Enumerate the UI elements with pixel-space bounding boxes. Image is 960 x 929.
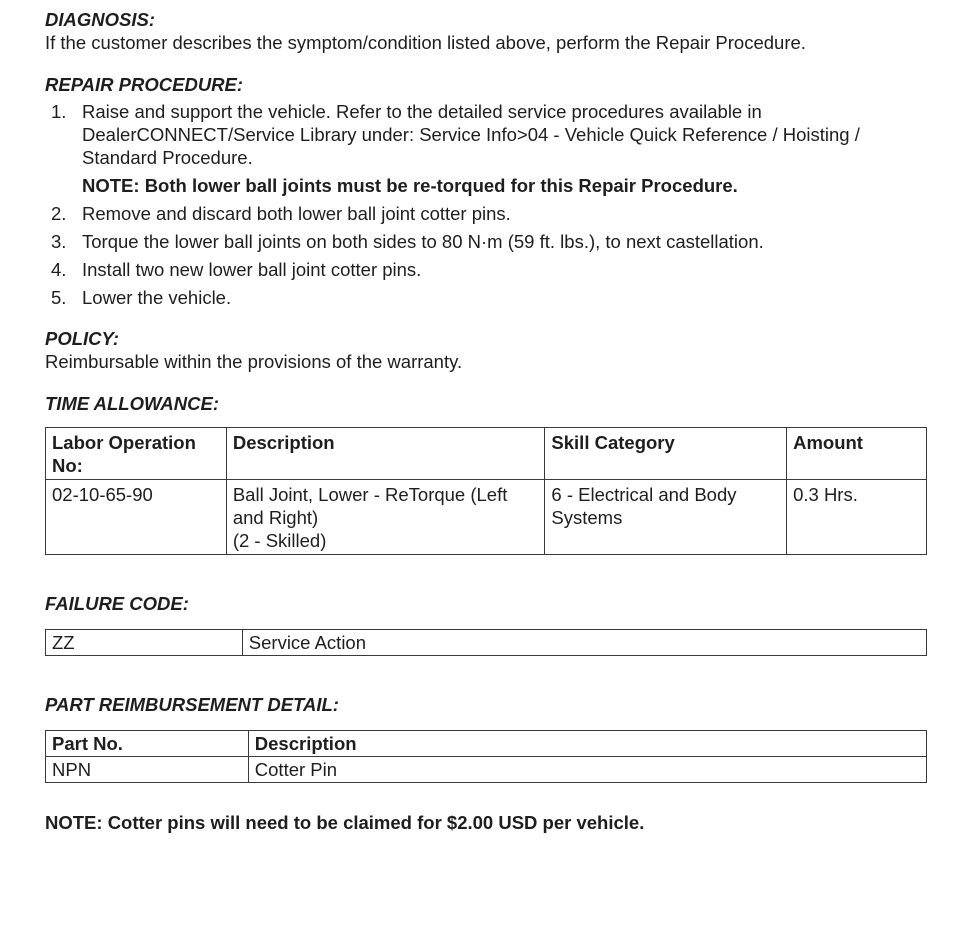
diagnosis-text: If the customer describes the symptom/condition listed above, perform the Repair Procedure. [45,32,806,53]
column-header-amount: Amount [787,428,927,480]
part-reimbursement-table [45,730,927,783]
cotter-pin-claim-note: NOTE: Cotter pins will need to be claimed for $2.00 USD per vehicle. [45,812,645,833]
amount-cell: 0.3 Hrs. [787,480,927,555]
step-number: 3. [51,231,67,252]
table-header-row [46,731,927,757]
step-number: 1. [51,101,67,122]
description-cell [226,480,545,555]
part-description-cell: Cotter Pin [248,757,926,783]
description-skill-line: (2 - Skilled) [232,530,327,551]
labor-op-cell: 02-10-65-90 [46,480,227,555]
column-header-part-description: Description [248,731,926,757]
table-row [46,630,927,656]
repair-step [45,100,927,169]
time-allowance-table [45,427,927,555]
repair-step [45,286,927,309]
failure-code-table [45,629,927,656]
step-text: Lower the vehicle. [82,287,232,308]
skill-cell: 6 - Electrical and Body Systems [545,480,787,555]
step-text: Raise and support the vehicle. Refer to the detailed service procedures available in DealerCONNECT/Service Library under: Service Info>04 - Vehicle Quick Reference / Hoisting / Standard Procedure. [82,101,860,168]
step-number: 5. [51,287,67,308]
table-row [46,480,927,555]
step-text: Install two new lower ball joint cotter pins. [82,259,422,280]
document-page [45,8,927,834]
failure-description-cell: Service Action [242,630,926,656]
table-header-row [46,428,927,480]
part-reimbursement-heading: PART REIMBURSEMENT DETAIL: [45,694,339,715]
column-header-skill: Skill Category [545,428,787,480]
step-text: Torque the lower ball joints on both sides to 80 N·m (59 ft. lbs.), to next castellation. [82,231,764,252]
description-line: Ball Joint, Lower - ReTorque (Left and Right) [232,484,508,528]
time-allowance-heading: TIME ALLOWANCE: [45,393,220,414]
column-header-part-no: Part No. [46,731,249,757]
repair-note: NOTE: Both lower ball joints must be re-torqued for this Repair Procedure. [82,175,738,196]
repair-step [45,258,927,281]
repair-step [45,202,927,225]
part-no-cell: NPN [46,757,249,783]
column-header-description: Description [226,428,545,480]
policy-heading: POLICY: [45,328,120,349]
policy-text: Reimbursable within the provisions of the warranty. [45,351,463,372]
diagnosis-heading: DIAGNOSIS: [45,9,155,30]
failure-code-heading: FAILURE CODE: [45,593,189,614]
step-number: 4. [51,259,67,280]
step-text: Remove and discard both lower ball joint cotter pins. [82,203,511,224]
table-row [46,757,927,783]
repair-procedure-heading: REPAIR PROCEDURE: [45,74,244,95]
failure-code-cell: ZZ [46,630,243,656]
repair-steps-list [45,100,927,169]
repair-step [45,230,927,253]
step-number: 2. [51,203,67,224]
column-header-labor-op: Labor Operation No: [46,428,227,480]
repair-steps-list-continued [45,202,927,309]
